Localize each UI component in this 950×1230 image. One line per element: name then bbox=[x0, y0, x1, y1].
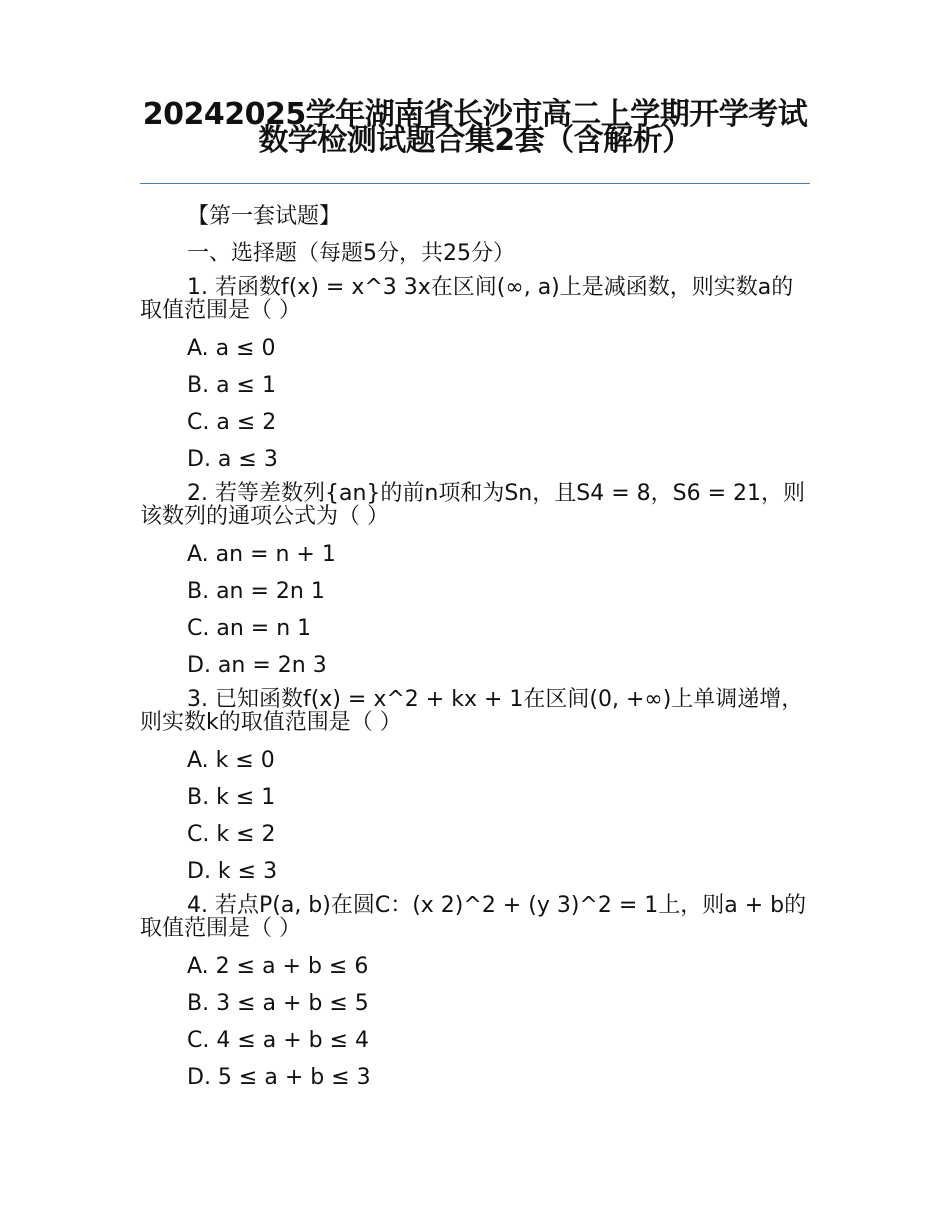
question-1 bbox=[140, 272, 810, 478]
option-d: D. 5 ≤ a + b ≤ 3 bbox=[187, 1065, 371, 1090]
question-4 bbox=[140, 890, 810, 1096]
option-a: A. 2 ≤ a + b ≤ 6 bbox=[187, 954, 369, 979]
option-d: D. an = 2n 3 bbox=[187, 653, 327, 678]
option-c: C. k ≤ 2 bbox=[187, 822, 276, 847]
option-a: A. an = n + 1 bbox=[187, 542, 336, 567]
option-c: C. a ≤ 2 bbox=[187, 410, 277, 435]
question-stem: 3. 已知函数f(x) = x^2 + kx + 1在区间(0, +∞)上单调递增，则实数k的取值范围是（ ） bbox=[140, 687, 804, 735]
option-b: B. a ≤ 1 bbox=[187, 373, 276, 398]
option-b: B. k ≤ 1 bbox=[187, 785, 276, 810]
question-stem: 1. 若函数f(x) = x^3 3x在区间(∞, a)上是减函数，则实数a的取值范围是（ ） bbox=[140, 275, 794, 323]
option-c: C. 4 ≤ a + b ≤ 4 bbox=[187, 1028, 370, 1053]
option-d: D. k ≤ 3 bbox=[187, 859, 278, 884]
option-a: A. a ≤ 0 bbox=[187, 336, 276, 361]
section-heading: 【第一套试题】 bbox=[187, 204, 342, 229]
option-b: B. 3 ≤ a + b ≤ 5 bbox=[187, 991, 369, 1016]
question-stem: 4. 若点P(a, b)在圆C：(x 2)^2 + (y 3)^2 = 1上，则a + b的取值范围是（ ） bbox=[140, 893, 807, 941]
option-c: C. an = n 1 bbox=[187, 616, 312, 641]
part-heading: 一、选择题（每题5分，共25分） bbox=[187, 241, 515, 266]
option-d: D. a ≤ 3 bbox=[187, 447, 278, 472]
question-2 bbox=[140, 478, 810, 684]
document-title: 20242025学年湖南省长沙市高二上学期开学考试数学检测试题合集2套（含解析） bbox=[142, 97, 808, 158]
document-body bbox=[140, 198, 810, 1096]
question-stem: 2. 若等差数列{an}的前n项和为Sn，且S4 = 8，S6 = 21，则该数列的通项公式为（ ） bbox=[140, 481, 806, 529]
title-divider bbox=[140, 183, 810, 184]
option-b: B. an = 2n 1 bbox=[187, 579, 325, 604]
option-a: A. k ≤ 0 bbox=[187, 748, 275, 773]
question-3 bbox=[140, 684, 810, 890]
